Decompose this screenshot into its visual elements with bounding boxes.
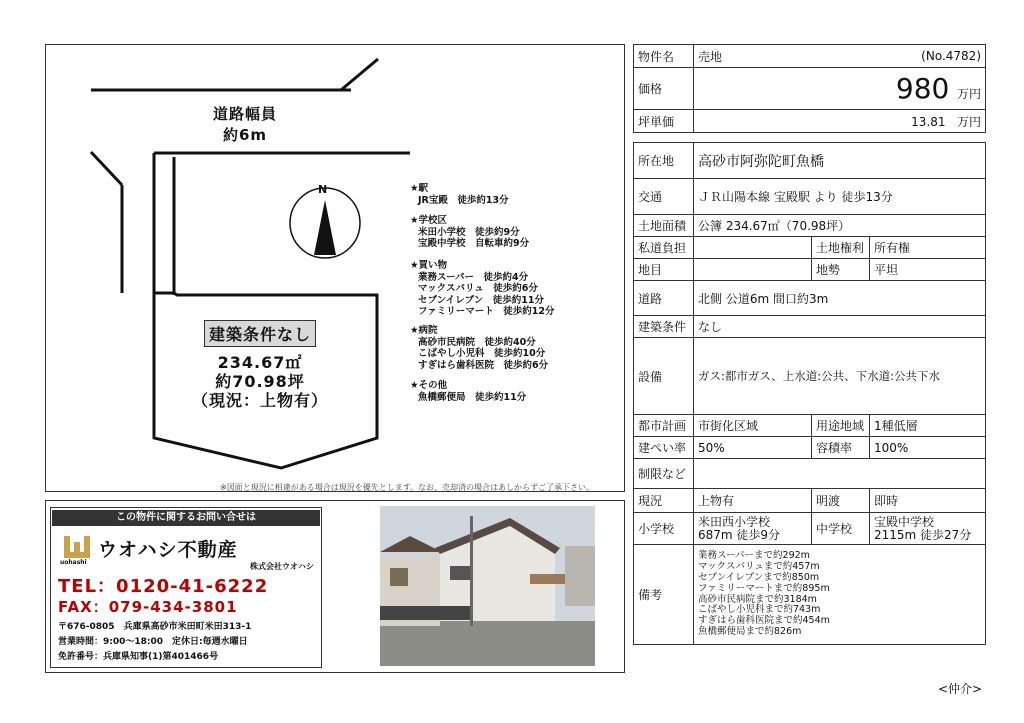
list-item: 高砂市民病院まで約3184m (698, 593, 817, 605)
poi-hospital: ★病院 高砂市民病院 徒歩約40分 こばやし小児科 徒歩約10分 すぎはら歯科医院 徒歩約6分 (410, 325, 549, 371)
company-name: ウオハシ不動産 (98, 539, 238, 561)
value-city-plan: 市街化区域 (694, 415, 812, 437)
label-property-type: 物件名 (634, 45, 694, 68)
value-tsubo-price: 13.81 万円 (694, 110, 986, 133)
value-elementary-school: 米田西小学校 687m 徒歩9分 (694, 513, 812, 545)
value-restrictions (694, 459, 986, 489)
land-tsubo-text: 約70.98坪 (215, 372, 305, 391)
value-floor-area-ratio: 100% (870, 437, 986, 459)
list-item: すぎはら歯科医院まで約454m (698, 615, 830, 627)
land-area-text: 234.67㎡ (217, 353, 303, 372)
label-restrictions: 制限など (634, 459, 694, 489)
label-tsubo-price: 坪単価 (634, 110, 694, 133)
label-price: 価格 (634, 68, 694, 110)
label-junior-high-school: 中学校 (812, 513, 870, 545)
list-item: 業務スーパーまで約292m (698, 550, 810, 562)
building-condition-badge: 建築条件なし (204, 320, 316, 347)
value-building-condition: なし (694, 316, 986, 338)
company-address: 〒676-0805 兵庫県高砂市米田町米田313-1 (58, 622, 252, 632)
land-summary (160, 320, 360, 410)
label-facilities: 設備 (634, 338, 694, 415)
poi-station: ★駅 JR宝殿 徒歩約13分 (410, 183, 509, 206)
label-terrain: 地勢 (812, 259, 870, 281)
list-item: ファミリーマートまで約895m (698, 582, 830, 594)
label-private-road: 私道負担 (634, 237, 694, 259)
label-building-condition: 建築条件 (634, 316, 694, 338)
disclaimer-text: ※図面と現況に相違がある場合は現況を優先とします。なお、売却済の場合はあしからずご了承下さい。 (220, 483, 595, 492)
label-current-status: 現況 (634, 489, 694, 513)
label-elementary-school: 小学校 (634, 513, 694, 545)
label-notes: 備考 (634, 545, 694, 645)
value-notes (694, 545, 986, 645)
list-item: 魚橋郵便局まで約826m (698, 625, 802, 637)
property-number: (No.4782) (788, 45, 986, 68)
phone-number[interactable]: TEL：0120-41-6222 (58, 576, 269, 597)
mediation-label: <仲介> (938, 682, 983, 696)
value-property-type: 売地 (694, 45, 788, 68)
label-delivery: 明渡 (812, 489, 870, 513)
label-land-area: 土地面積 (634, 215, 694, 237)
value-terrain: 平坦 (870, 259, 986, 281)
value-current-status: 上物有 (694, 489, 812, 513)
poi-school: ★学校区 米田小学校 徒歩約9分 宝殿中学校 自転車約9分 (410, 215, 530, 249)
value-traffic: ＪＲ山陽本線 宝殿駅 より 徒歩13分 (694, 179, 986, 215)
label-floor-area-ratio: 容積率 (812, 437, 870, 459)
value-junior-high-school: 宝殿中学校 2115m 徒歩27分 (870, 513, 986, 545)
contact-header: この物件に関するお問い合せは (52, 510, 320, 526)
value-land-area: 公簿 234.67㎡（70.98坪） (694, 215, 986, 237)
label-city-plan: 都市計画 (634, 415, 694, 437)
label-zoning: 用途地域 (812, 415, 870, 437)
value-building-coverage: 50% (694, 437, 812, 459)
value-location: 高砂市阿弥陀町魚橋 (694, 143, 986, 179)
value-delivery: 即時 (870, 489, 986, 513)
info-table-details (633, 142, 986, 645)
land-status-text: （現況：上物有） (191, 391, 328, 410)
company-logo-icon: uohashi (60, 532, 94, 568)
business-hours: 営業時間：9:00～18:00 定休日:毎週水曜日 (58, 637, 248, 647)
label-traffic: 交通 (634, 179, 694, 215)
list-item: セブンイレブンまで約850m (698, 571, 820, 583)
label-location: 所在地 (634, 143, 694, 179)
value-private-road (694, 237, 812, 259)
property-photo (380, 506, 595, 666)
list-item: マックスバリュまで約457m (698, 561, 820, 573)
poi-shopping: ★買い物 業務スーパー 徒歩約4分 マックスバリュ 徒歩約6分 セブンイレブン 徒歩約11分 ファミリーマート 徒歩約12分 (410, 260, 555, 317)
compass-north-label: N (318, 183, 328, 196)
poi-other: ★その他 魚橋郵便局 徒歩約11分 (410, 380, 527, 403)
value-land-right: 所有権 (870, 237, 986, 259)
fax-number: FAX：079-434-3801 (58, 598, 238, 616)
info-table-price (633, 44, 986, 133)
label-building-coverage: 建ぺい率 (634, 437, 694, 459)
license-number: 免許番号：兵庫県知事(1)第401466号 (58, 652, 219, 662)
label-land-right: 土地権利 (812, 237, 870, 259)
value-facilities: ガス:都市ガス、上水道:公共、下水道:公共下水 (694, 338, 986, 415)
road-width-label: 道路幅員 約6m (212, 105, 277, 144)
label-road: 道路 (634, 281, 694, 316)
value-price: 980 万円 (694, 68, 986, 110)
label-land-category: 地目 (634, 259, 694, 281)
list-item: こばやし小児科まで約743m (698, 604, 821, 616)
company-legal-name: 株式会社ウオハシ (250, 562, 314, 571)
value-zoning: 1種低層 (870, 415, 986, 437)
value-road: 北側 公道6m 間口約3m (694, 281, 986, 316)
value-land-category (694, 259, 812, 281)
